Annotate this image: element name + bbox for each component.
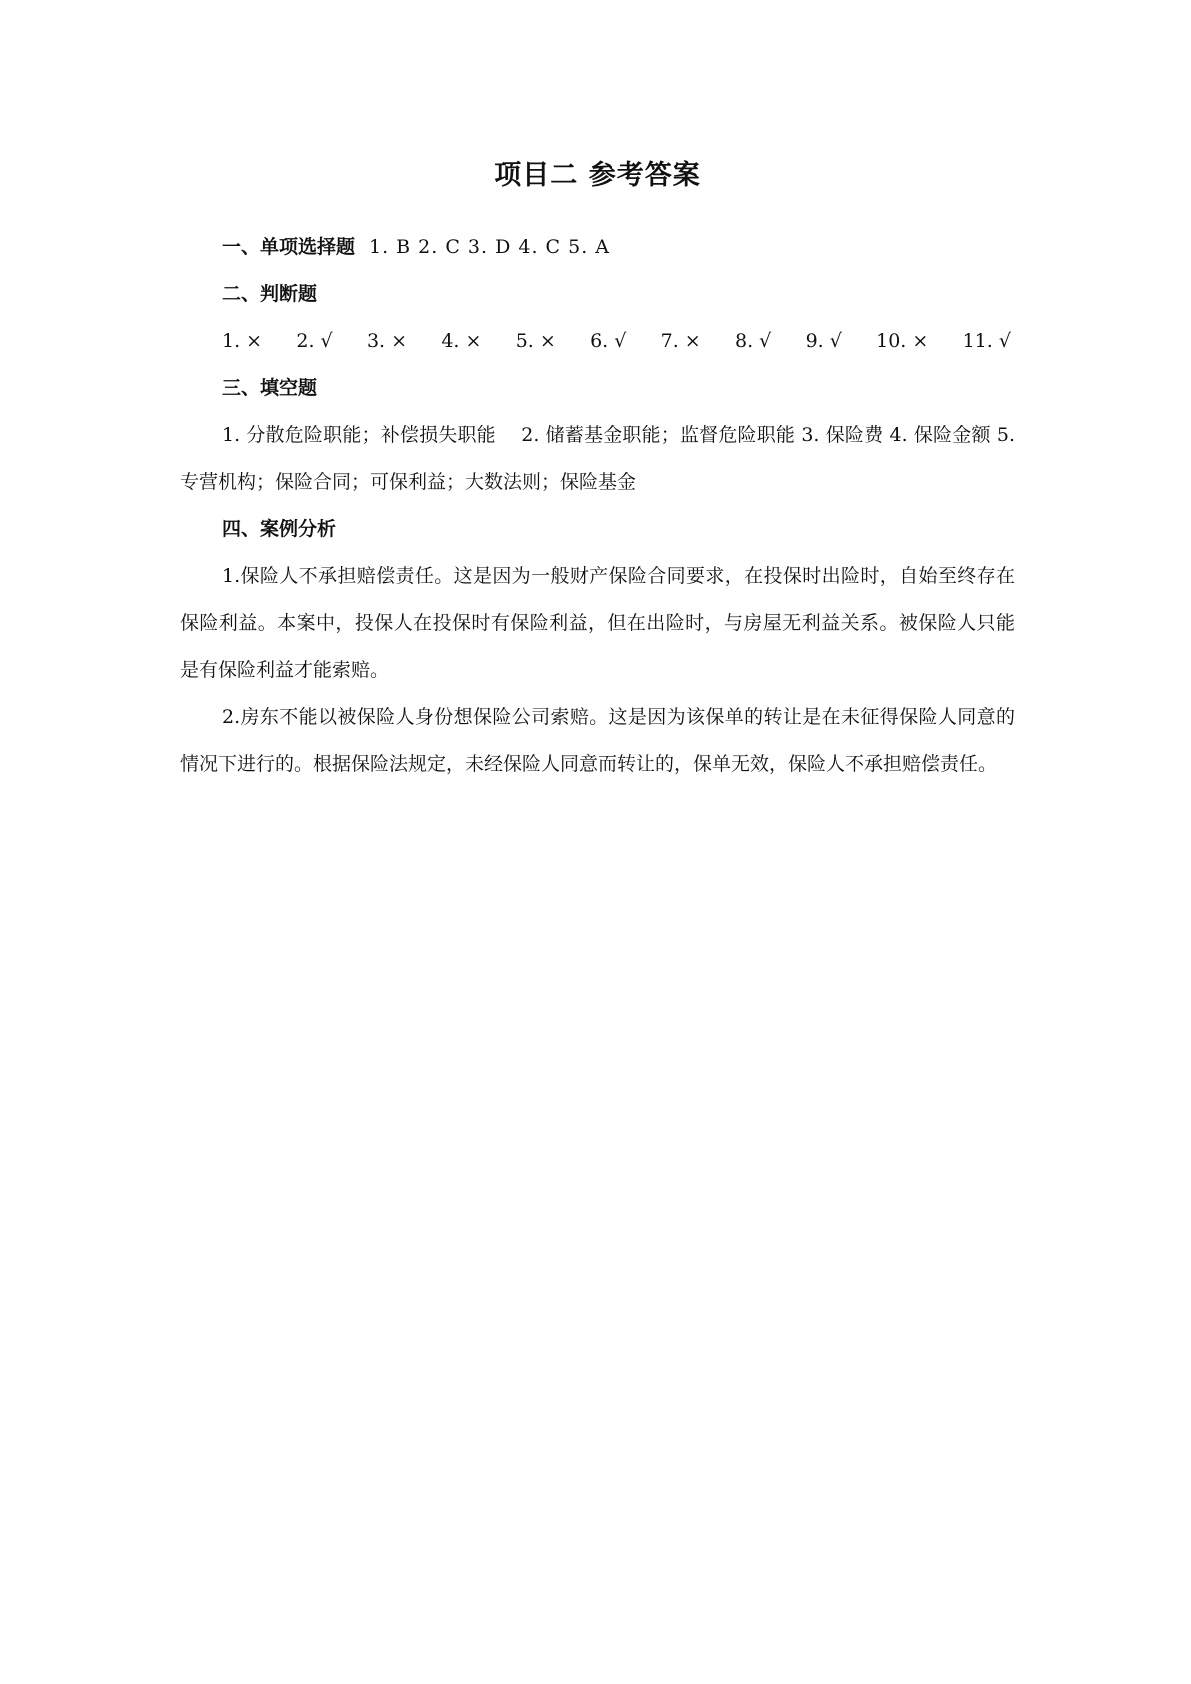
section-heading-true-false: 二、判断题 — [222, 283, 318, 305]
true-false-answers — [180, 318, 1015, 365]
section-heading-fill-blank: 三、填空题 — [222, 377, 318, 399]
page-title: 项目二 参考答案 — [494, 160, 701, 191]
tf-answer: 2. √ — [296, 330, 333, 352]
tf-answer: 1. × — [222, 330, 263, 352]
tf-answer: 3. × — [366, 330, 408, 352]
tf-answer: 5. × — [515, 330, 556, 352]
case-analysis-answer-2: 2.房东不能以被保险人身份想保险公司索赔。这是因为该保单的转让是在未征得保险人同意的情况下进行的。根据保险法规定，未经保险人同意而转让的，保单无效，保险人不承担赔偿责任。 — [180, 706, 1015, 775]
case-analysis-answer-1: 1.保险人不承担赔偿责任。这是因为一般财产保险合同要求，在投保时出险时，自始至终存在保险利益。本案中，投保人在投保时有保险利益，但在出险时，与房屋无利益关系。被保险人只能是有保险利益才能索赔。 — [180, 565, 1015, 681]
document-page — [180, 150, 1015, 788]
tf-answer: 8. √ — [735, 330, 772, 352]
tf-answer: 9. √ — [805, 330, 842, 352]
section-fill-blank — [180, 365, 1015, 412]
single-choice-answers: 1. B 2. C 3. D 4. C 5. A — [369, 236, 611, 258]
section-case-analysis — [180, 506, 1015, 553]
section-true-false — [180, 271, 1015, 318]
section-heading-case-analysis: 四、案例分析 — [222, 518, 337, 540]
section-heading-single-choice: 一、单项选择题 — [222, 236, 356, 258]
section-single-choice — [180, 224, 1015, 271]
tf-answer: 7. × — [660, 330, 701, 352]
fill-blank-answers: 1. 分散危险职能；补偿损失职能 2. 储蓄基金职能；监督危险职能 3. 保险费 4. 保险金额 5. 专营机构；保险合同；可保利益；大数法则；保险基金 — [180, 424, 1015, 493]
tf-answer: 10. × — [876, 330, 929, 352]
tf-answer: 6. √ — [590, 330, 627, 352]
tf-answer: 4. × — [441, 330, 482, 352]
tf-answer: 11. √ — [962, 330, 1011, 352]
